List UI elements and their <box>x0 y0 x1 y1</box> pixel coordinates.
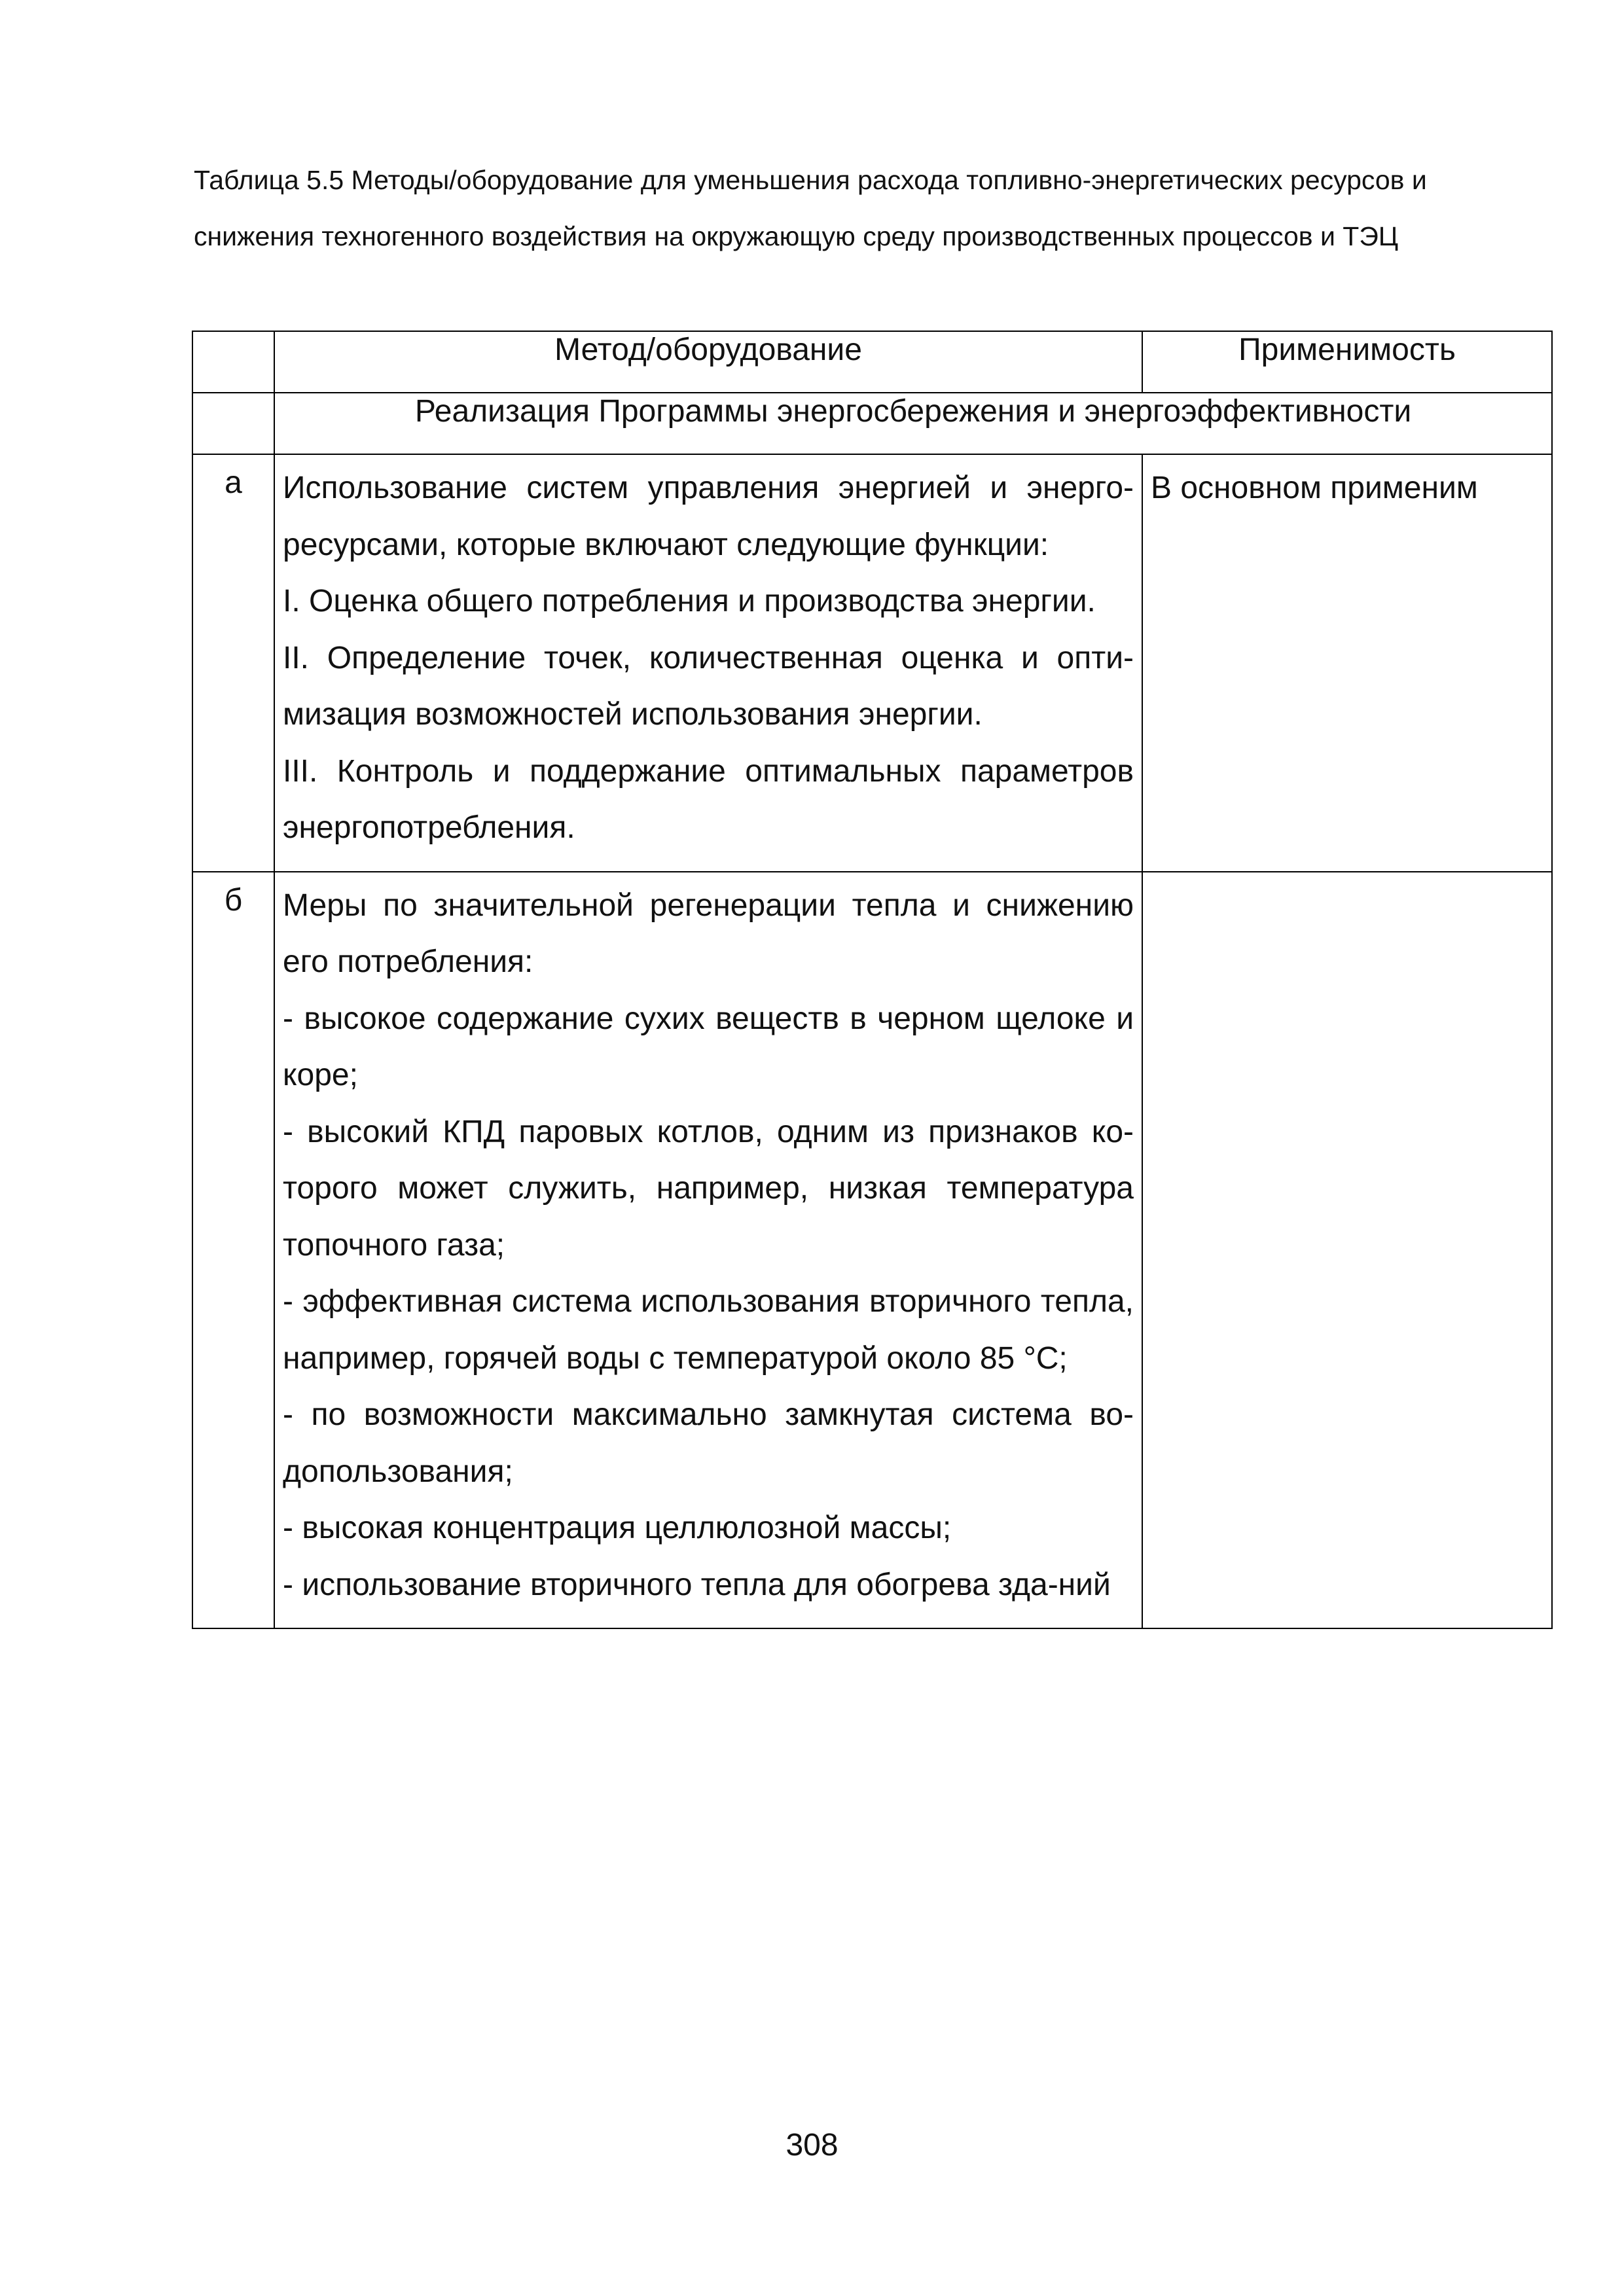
method-paragraph: II. Определение точек, количественная оценка и опти-мизация возможностей использования энергии. <box>283 640 1134 732</box>
method-paragraph: Меры по значительной регенерации тепла и снижению его потребления: <box>283 888 1134 979</box>
applicability-cell <box>1142 872 1552 1629</box>
section-empty-cell <box>192 393 274 454</box>
page-number: 308 <box>785 2128 839 2162</box>
method-paragraph: - высокая концентрация целлюлозной массы; <box>283 1511 952 1545</box>
method-paragraph: I. Оценка общего потребления и производства энергии. <box>283 584 1096 619</box>
row-letter: б <box>192 872 274 1629</box>
header-method: Метод/оборудование <box>274 331 1142 393</box>
method-description <box>274 454 1142 872</box>
table-caption: Таблица 5.5 Методы/оборудование для уменьшения расхода топливно-энергетических ресурсов и снижения техногенного воздействия на окружающую среду производственных процессов и ТЭЦ <box>194 165 1427 251</box>
header-index-cell <box>192 331 274 393</box>
method-paragraph: - высокое содержание сухих веществ в черном щелоке и коре; <box>283 1001 1134 1092</box>
header-applicability: Применимость <box>1142 331 1552 393</box>
method-description <box>274 872 1142 1629</box>
table-row <box>192 872 1552 1629</box>
method-paragraph: - эффективная система использования вторичного тепла, например, горячей воды с температурой около 85 °С; <box>283 1284 1134 1376</box>
section-title: Реализация Программы энергосбережения и энергоэффективности <box>274 393 1552 454</box>
table-header-row <box>192 331 1552 393</box>
row-letter: а <box>192 454 274 872</box>
table-row <box>192 454 1552 872</box>
applicability-cell: В основном применим <box>1142 454 1552 872</box>
method-paragraph: - использование вторичного тепла для обогрева зда-ний <box>283 1567 1111 1602</box>
method-paragraph: III. Контроль и поддержание оптимальных параметров энергопотребления. <box>283 753 1134 845</box>
method-paragraph: Использование систем управления энергией и энерго-ресурсами, которые включают следующие функции: <box>283 471 1134 562</box>
method-paragraph: - по возможности максимально замкнутая система во-допользования; <box>283 1397 1134 1489</box>
method-paragraph: - высокий КПД паровых котлов, одним из признаков ко-торого может служить, например, низкая температура топочного газа; <box>283 1114 1134 1263</box>
methods-table <box>192 331 1553 1629</box>
section-row <box>192 393 1552 454</box>
